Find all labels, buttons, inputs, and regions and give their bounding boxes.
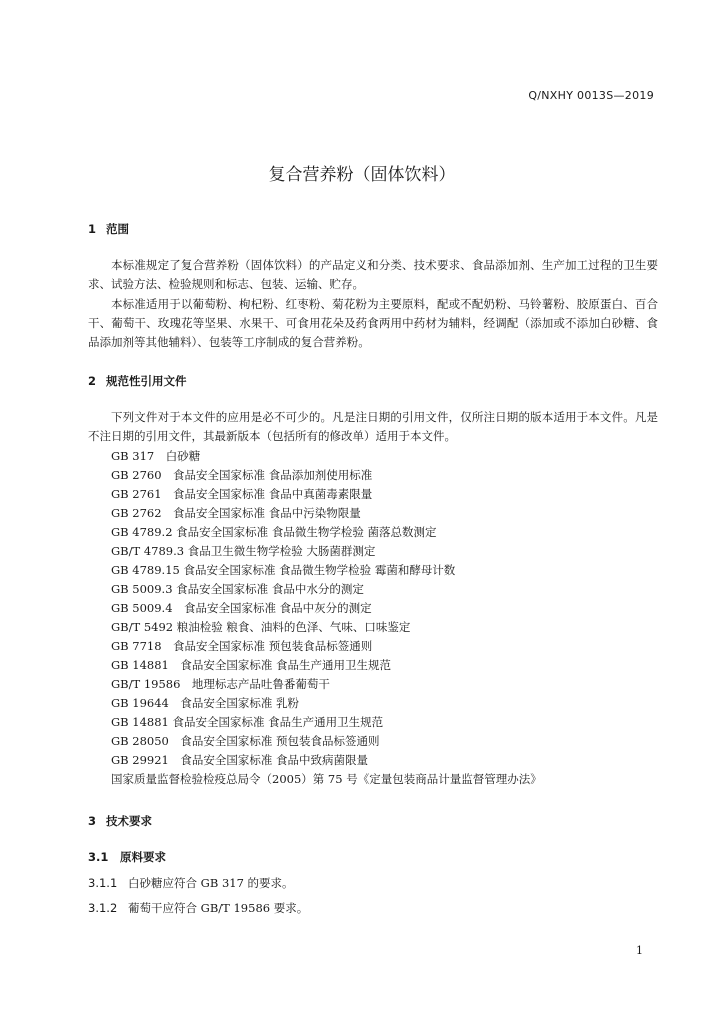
section-1-paragraph-2: 本标准适用于以葡萄粉、枸杞粉、红枣粉、菊花粉为主要原料，配或不配奶粉、马铃薯粉、胶原蛋白、百合干、葡萄干、玫瑰花等坚果、水果干、可食用花朵及药食两用中药材为辅料，经调配（添加或不添加白砂糖、食品添加剂等其他辅料）、包装等工序制成的复合营养粉。 — [88, 297, 658, 349]
section-number: 1 — [88, 222, 97, 236]
section-2-heading — [88, 373, 187, 389]
reference-item: GB 317 白砂糖 — [111, 449, 201, 463]
page-number: 1 — [636, 944, 643, 957]
reference-item: GB/T 5492 粮油检验 粮食、油料的色泽、气味、口味鉴定 — [111, 620, 411, 634]
clause-text: 白砂糖应符合 GB 317 的要求。 — [128, 876, 294, 890]
reference-item: GB 14881 食品安全国家标准 食品生产通用卫生规范 — [111, 658, 392, 672]
reference-item: 国家质量监督检验检疫总局令（2005）第 75 号《定量包装商品计量监督管理办法》 — [111, 772, 542, 786]
section-title: 范围 — [106, 222, 129, 236]
reference-item: GB 2761 食品安全国家标准 食品中真菌毒素限量 — [111, 487, 373, 501]
reference-item: GB 29921 食品安全国家标准 食品中致病菌限量 — [111, 753, 369, 767]
section-1-paragraph-1: 本标准规定了复合营养粉（固体饮料）的产品定义和分类、技术要求、食品添加剂、生产加工过程的卫生要求、试验方法、检验规则和标志、包装、运输、贮存。 — [88, 258, 658, 291]
reference-item: GB 2760 食品安全国家标准 食品添加剂使用标准 — [111, 468, 373, 482]
clause-3-1-2 — [88, 900, 308, 916]
section-2-intro: 下列文件对于本文件的应用是必不可少的。凡是注日期的引用文件，仅所注日期的版本适用于本文件。凡是不注日期的引用文件，其最新版本（包括所有的修改单）适用于本文件。 — [88, 410, 658, 443]
subsection-3-1-heading — [88, 849, 166, 865]
subsection-number: 3.1 — [88, 850, 109, 864]
reference-item: GB 7718 食品安全国家标准 预包装食品标签通则 — [111, 639, 373, 653]
reference-item: GB/T 4789.3 食品卫生微生物学检验 大肠菌群测定 — [111, 544, 376, 558]
document-title: 复合营养粉（固体饮料） — [268, 165, 456, 185]
reference-item: GB/T 19586 地理标志产品吐鲁番葡萄干 — [111, 677, 330, 691]
reference-item: GB 4789.15 食品安全国家标准 食品微生物学检验 霉菌和酵母计数 — [111, 563, 456, 577]
reference-item: GB 5009.3 食品安全国家标准 食品中水分的测定 — [111, 582, 364, 596]
clause-3-1-1 — [88, 875, 294, 891]
reference-item: GB 28050 食品安全国家标准 预包装食品标签通则 — [111, 734, 380, 748]
reference-item: GB 4789.2 食品安全国家标准 食品微生物学检验 菌落总数测定 — [111, 525, 437, 539]
reference-item: GB 2762 食品安全国家标准 食品中污染物限量 — [111, 506, 361, 520]
standard-code: Q/NXHY 0013S—2019 — [528, 89, 654, 102]
section-number: 3 — [88, 814, 97, 828]
clause-text: 葡萄干应符合 GB/T 19586 要求。 — [128, 901, 309, 915]
reference-item: GB 19644 食品安全国家标准 乳粉 — [111, 696, 300, 710]
section-3-heading — [88, 813, 152, 829]
reference-item: GB 5009.4 食品安全国家标准 食品中灰分的测定 — [111, 601, 372, 615]
reference-item: GB 14881 食品安全国家标准 食品生产通用卫生规范 — [111, 715, 384, 729]
clause-number: 3.1.1 — [88, 876, 118, 890]
section-1-heading — [88, 221, 129, 237]
subsection-title: 原料要求 — [120, 850, 166, 864]
section-title: 规范性引用文件 — [106, 374, 187, 388]
clause-number: 3.1.2 — [88, 901, 118, 915]
section-number: 2 — [88, 374, 97, 388]
section-title: 技术要求 — [106, 814, 152, 828]
